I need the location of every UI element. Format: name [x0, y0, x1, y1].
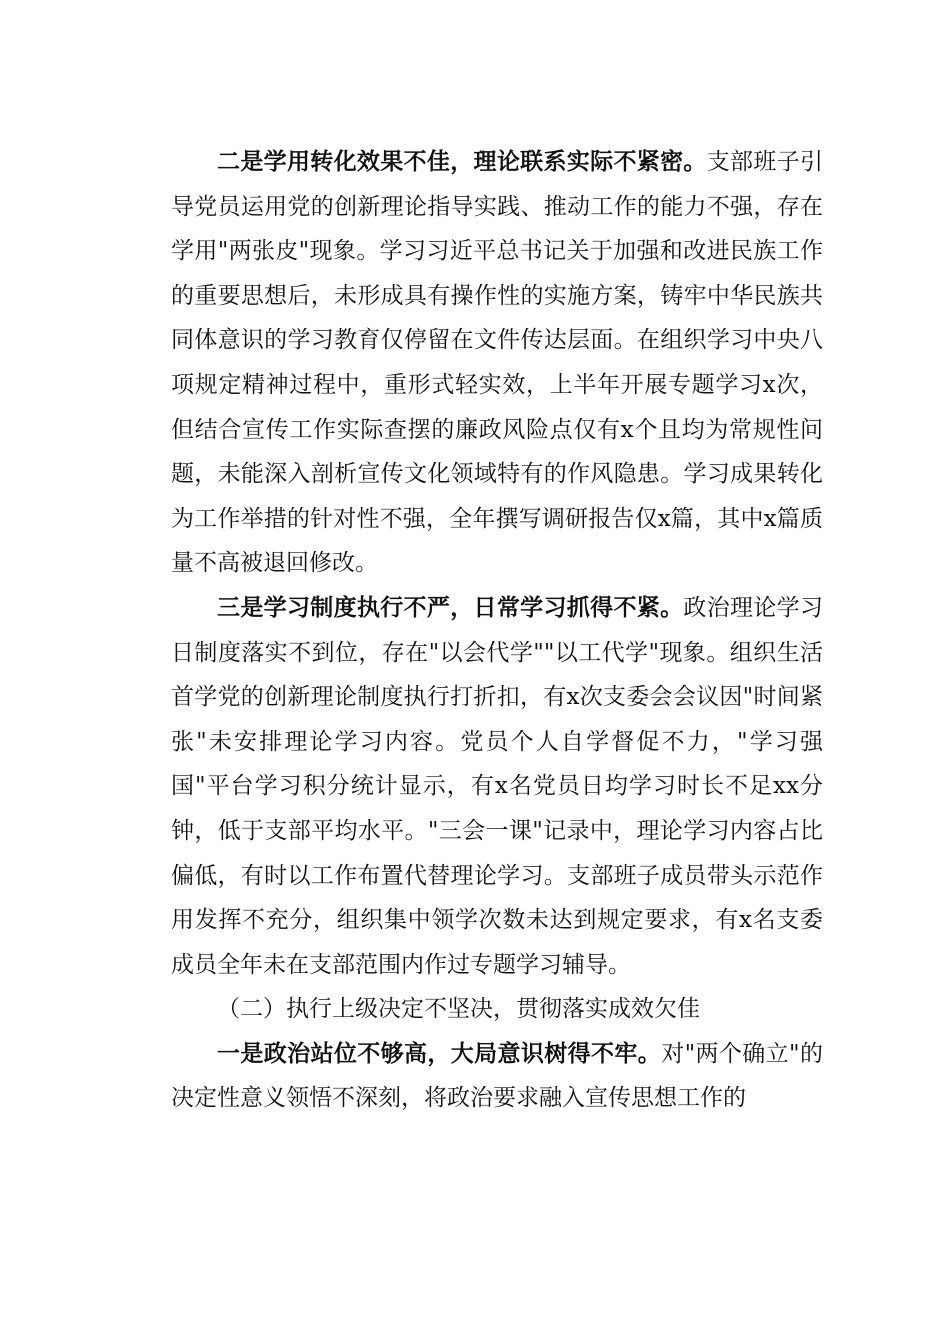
paragraph-study-system [171, 586, 823, 987]
paragraph-text: 政治理论学习日制度落实不到位，存在"以会代学""以工代学"现象。组织生活首学党的创新理论制度执行打折扣，有x次支委会会议因"时间紧张"未安排理论学习内容。党员个人自学督促不力，"学习强国"平台学习积分统计显示，有x名党员日均学习时长不足xx分钟，低于支部平均水平。"三会一课"记录中，理论学习内容占比偏低，有时以工作布置代替理论学习。支部班子成员带头示范作用发挥不充分，组织集中领学次数未达到规定要求，有x名支委成员全年未在支部范围内作过专题学习辅导。 [171, 594, 824, 978]
paragraph-lead: 一是政治站位不够高，大局意识树得不牢。 [217, 1039, 662, 1067]
document-body [171, 140, 823, 1121]
paragraph-study-application [171, 140, 823, 586]
paragraph-lead: 二是学用转化效果不佳，理论联系实际不紧密。 [217, 148, 707, 175]
paragraph-political-standing [171, 1032, 823, 1121]
section-heading [171, 987, 823, 1032]
section-heading-text: （二）执行上级决定不坚决，贯彻落实成效欠佳 [217, 996, 700, 1023]
paragraph-text: 对"两个确立"的决定性意义领悟不深刻，将政治要求融入宣传思想工作的 [171, 1040, 823, 1112]
paragraph-lead: 三是学习制度执行不严，日常学习抓得不紧。 [217, 593, 684, 621]
paragraph-text: 支部班子引导党员运用党的创新理论指导实践、推动工作的能力不强，存在学用"两张皮"现象。学习习近平总书记关于加强和改进民族工作的重要思想后，未形成具有操作性的实施方案，铸牢中华民族共同体意识的学习教育仅停留在文件传达层面。在组织学习中央八项规定精神过程中，重形式轻实效，上半年开展专题学习x次，但结合宣传工作实际查摆的廉政风险点仅有x个且均为常规性问题，未能深入剖析宣传文化领域特有的作风隐患。学习成果转化为工作举措的针对性不强，全年撰写调研报告仅x篇，其中x篇质量不高被退回修改。 [171, 149, 824, 577]
